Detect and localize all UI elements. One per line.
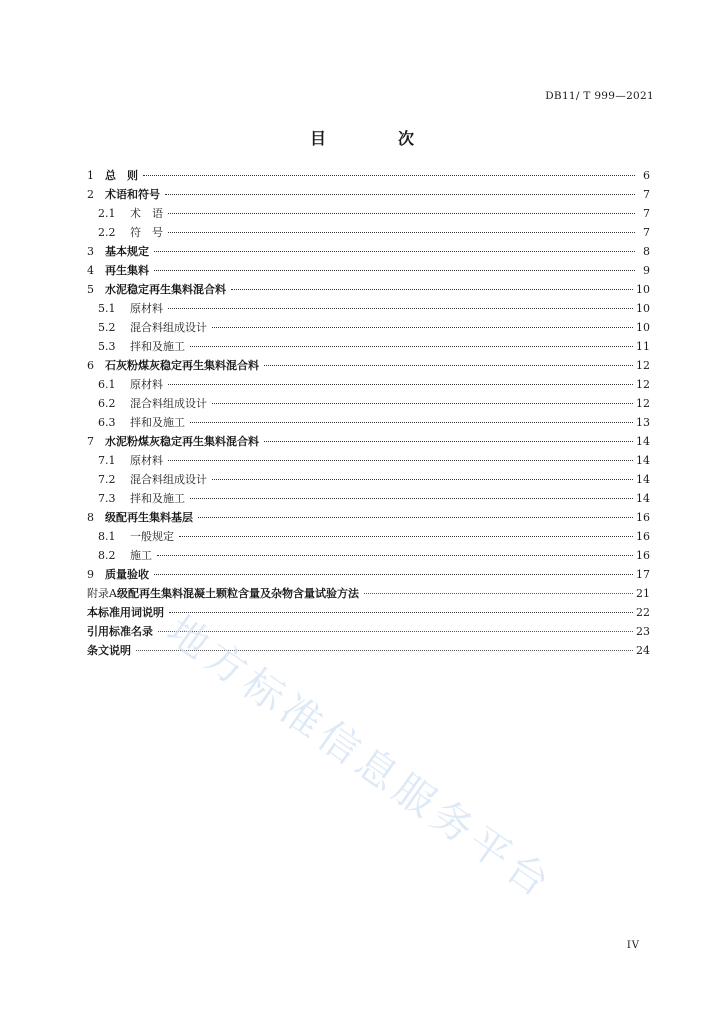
toc-entry[interactable] (87, 451, 650, 470)
toc-entry[interactable] (87, 280, 650, 299)
toc-entry-page: 12 (636, 378, 650, 391)
toc-leader-dots (165, 193, 635, 195)
toc-entry-label: 拌和及施工 (130, 416, 185, 429)
toc-entry[interactable] (87, 299, 650, 318)
toc-leader-dots (190, 497, 633, 499)
toc-entry-label: 条文说明 (87, 644, 131, 657)
toc-entry[interactable] (87, 603, 650, 622)
toc-leader-dots (168, 307, 633, 309)
toc-entry-page: 16 (636, 530, 650, 543)
toc-leader-dots (154, 269, 635, 271)
toc-entry-number: 8 (87, 511, 94, 524)
toc-entry-number: 2.1 (98, 207, 116, 220)
toc-leader-dots (179, 535, 633, 537)
toc-entry[interactable] (87, 375, 650, 394)
toc-entry-page: 8 (643, 245, 650, 258)
toc-leader-dots (264, 440, 633, 442)
toc-entry-number: 3 (87, 245, 94, 258)
toc-leader-dots (212, 402, 633, 404)
toc-entry-number: 9 (87, 568, 94, 581)
standard-code: DB11/ T 999—2021 (545, 90, 654, 102)
toc-entry-label: 一般规定 (130, 530, 174, 543)
toc-leader-dots (264, 364, 633, 366)
toc-entry-number: 6.3 (98, 416, 116, 429)
toc-entry-page: 23 (636, 625, 650, 638)
toc-entry-page: 21 (636, 587, 650, 600)
toc-entry[interactable] (87, 204, 650, 223)
toc-entry-page: 12 (636, 397, 650, 410)
toc-entry-page: 7 (643, 226, 650, 239)
toc-entry[interactable] (87, 413, 650, 432)
toc-entry-label: 级配再生集料混凝土颗粒含量及杂物含量试验方法 (116, 587, 359, 600)
toc-entry-number: 4 (87, 264, 94, 277)
toc-entry-label: 混合料组成设计 (130, 473, 207, 486)
toc-leader-dots (231, 288, 633, 290)
toc-entry-number: 5.1 (98, 302, 116, 315)
toc-entry-label: 基本规定 (105, 245, 149, 258)
toc-leader-dots (168, 383, 633, 385)
toc-entry-page: 16 (636, 511, 650, 524)
toc-entry-label: 质量验收 (105, 568, 149, 581)
toc-entry-page: 24 (636, 644, 650, 657)
toc-entry-page: 10 (636, 321, 650, 334)
toc-leader-dots (169, 611, 633, 613)
toc-entry-page: 16 (636, 549, 650, 562)
toc-entry-page: 6 (643, 169, 650, 182)
toc-entry-number: 7 (87, 435, 94, 448)
toc-entry-number: 附录A (87, 587, 117, 600)
toc-leader-dots (198, 516, 633, 518)
toc-entry[interactable] (87, 489, 650, 508)
toc-entry-label: 引用标准名录 (87, 625, 153, 638)
toc-entry-label: 拌和及施工 (130, 492, 185, 505)
toc-entry-page: 14 (636, 473, 650, 486)
toc-leader-dots (190, 345, 633, 347)
toc-entry[interactable] (87, 470, 650, 489)
toc-entry-page: 7 (643, 188, 650, 201)
toc-leader-dots (168, 459, 633, 461)
toc-leader-dots (212, 326, 633, 328)
toc-entry-label: 混合料组成设计 (130, 321, 207, 334)
toc-entry-number: 7.2 (98, 473, 116, 486)
toc-entry[interactable] (87, 185, 650, 204)
toc-entry-label: 石灰粉煤灰稳定再生集料混合料 (105, 359, 259, 372)
toc-entry-number: 5.3 (98, 340, 116, 353)
toc-entry-page: 10 (636, 283, 650, 296)
toc-entry[interactable] (87, 394, 650, 413)
toc-entry-number: 1 (87, 169, 94, 182)
toc-entry-label: 施工 (130, 549, 152, 562)
toc-entry-number: 2.2 (98, 226, 116, 239)
toc-entry-label: 原材料 (130, 454, 163, 467)
toc-entry[interactable] (87, 622, 650, 641)
toc-entry-number: 8.2 (98, 549, 116, 562)
toc-entry[interactable] (87, 337, 650, 356)
toc-entry-number: 6.2 (98, 397, 116, 410)
toc-entry-number: 8.1 (98, 530, 116, 543)
toc-leader-dots (168, 212, 635, 214)
toc-entry[interactable] (87, 432, 650, 451)
toc-entry-page: 13 (636, 416, 650, 429)
toc-leader-dots (157, 554, 633, 556)
toc-entry-page: 22 (636, 606, 650, 619)
toc-entry[interactable] (87, 546, 650, 565)
table-of-contents (87, 166, 650, 660)
toc-entry[interactable] (87, 166, 650, 185)
toc-entry-number: 5 (87, 283, 94, 296)
watermark: 地方标准信息服务平台 (158, 607, 562, 909)
toc-entry-number: 7.1 (98, 454, 116, 467)
toc-entry[interactable] (87, 584, 650, 603)
toc-entry-page: 10 (636, 302, 650, 315)
toc-entry-label: 拌和及施工 (130, 340, 185, 353)
toc-entry-label: 本标准用词说明 (87, 606, 164, 619)
page-number: IV (626, 940, 640, 951)
toc-entry-number: 6.1 (98, 378, 116, 391)
toc-entry-label: 术语和符号 (105, 188, 160, 201)
page-title: 目 次 (309, 129, 442, 148)
toc-entry-page: 9 (643, 264, 650, 277)
toc-entry[interactable] (87, 527, 650, 546)
toc-entry[interactable] (87, 261, 650, 280)
toc-entry[interactable] (87, 508, 650, 527)
toc-entry-page: 14 (636, 454, 650, 467)
toc-entry-label: 混合料组成设计 (130, 397, 207, 410)
toc-leader-dots (212, 478, 633, 480)
toc-entry-label: 术 语 (130, 207, 163, 220)
toc-leader-dots (190, 421, 633, 423)
toc-entry-page: 12 (636, 359, 650, 372)
toc-leader-dots (168, 231, 635, 233)
toc-entry[interactable] (87, 318, 650, 337)
toc-entry[interactable] (87, 356, 650, 375)
toc-entry-label: 原材料 (130, 302, 163, 315)
toc-entry-label: 符 号 (130, 226, 163, 239)
toc-entry-label: 水泥粉煤灰稳定再生集料混合料 (105, 435, 259, 448)
toc-entry-page: 11 (636, 340, 650, 353)
toc-entry-number: 7.3 (98, 492, 116, 505)
toc-entry-label: 水泥稳定再生集料混合料 (105, 283, 226, 296)
toc-entry-page: 17 (636, 568, 650, 581)
toc-entry[interactable] (87, 242, 650, 261)
toc-entry-label: 再生集料 (105, 264, 149, 277)
toc-leader-dots (158, 630, 633, 632)
toc-entry-page: 14 (636, 435, 650, 448)
toc-leader-dots (136, 649, 633, 651)
toc-leader-dots (143, 174, 635, 176)
toc-entry-label: 原材料 (130, 378, 163, 391)
toc-entry-label: 总 则 (105, 169, 138, 182)
toc-leader-dots (364, 592, 633, 594)
toc-entry[interactable] (87, 641, 650, 660)
toc-entry-label: 级配再生集料基层 (105, 511, 193, 524)
toc-entry-number: 5.2 (98, 321, 116, 334)
toc-entry-number: 2 (87, 188, 94, 201)
toc-entry[interactable] (87, 565, 650, 584)
toc-entry-number: 6 (87, 359, 94, 372)
toc-entry-page: 7 (643, 207, 650, 220)
toc-entry-page: 14 (636, 492, 650, 505)
toc-entry[interactable] (87, 223, 650, 242)
toc-leader-dots (154, 573, 633, 575)
toc-leader-dots (154, 250, 635, 252)
